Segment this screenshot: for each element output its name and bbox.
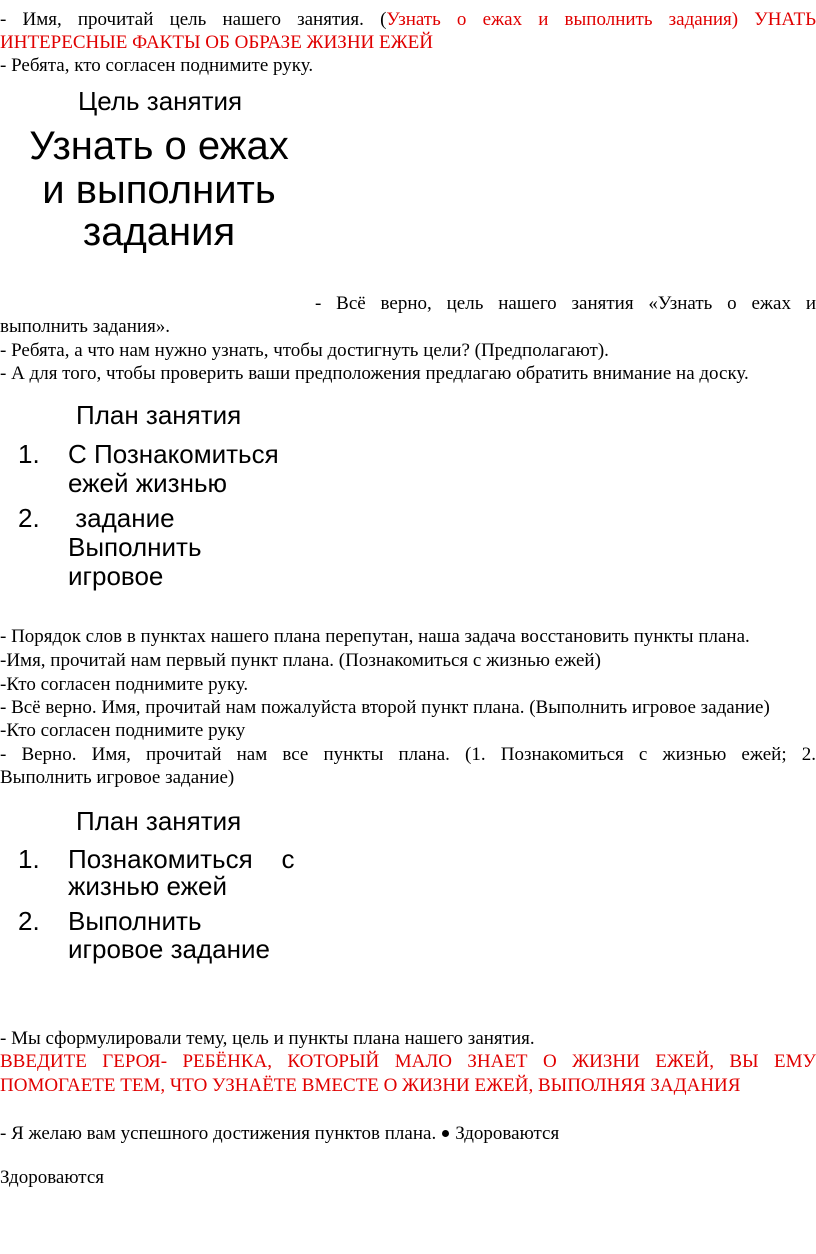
dialogue-line-1: - Порядок слов в пунктах нашего плана перепутан, наша задача восстановить пункты плана. bbox=[0, 626, 750, 647]
item-line: С Познакомиться bbox=[68, 439, 279, 469]
dialogue-line-3: -Кто согласен поднимите руку. bbox=[0, 674, 249, 695]
item-line: игровое bbox=[68, 561, 164, 591]
item-line: Познакомиться с bbox=[68, 844, 295, 874]
closing-red-2: ПОМОГАЕТЕ ТЕМ, ЧТО УЗНАЁТЕ ВМЕСТЕ О ЖИЗНИ ЕЖЕЙ, ВЫПОЛНЯЯ ЗАДАНИЯ bbox=[0, 1075, 741, 1096]
intro-red-text: Узнать о ежах и выполнить задания) УНАТЬ bbox=[386, 9, 816, 30]
goal-line-3: задания bbox=[82, 210, 236, 254]
closing-wish: - Я желаю вам успешного достижения пунктов плана. bbox=[0, 1123, 437, 1144]
intro-line-2: ИНТЕРЕСНЫЕ ФАКТЫ ОБ ОБРАЗЕ ЖИЗНИ ЕЖЕЙ bbox=[0, 32, 433, 53]
closing-line-1: - Мы сформулировали тему, цель и пункты плана нашего занятия. bbox=[0, 1028, 535, 1049]
closing-red-1: ВВЕДИТЕ ГЕРОЯ- РЕБЁНКА, КОТОРЫЙ МАЛО ЗНАЕТ О ЖИЗНИ ЕЖЕЙ, ВЫ ЕМУ bbox=[0, 1051, 816, 1072]
goal-line-1: Узнать о ежах bbox=[29, 124, 289, 168]
item-line: ежей жизнью bbox=[68, 468, 228, 498]
item-number: 1. bbox=[18, 844, 40, 874]
item-line: задание bbox=[68, 503, 175, 533]
item-line: Выполнить bbox=[68, 906, 202, 936]
closing-greet: Здороваются bbox=[0, 1167, 105, 1188]
item-number: 1. bbox=[18, 439, 40, 469]
plan-scrambled-title: План занятия bbox=[76, 400, 242, 430]
intro-dash-text: - Имя, прочитай цель нашего занятия. ( bbox=[0, 9, 387, 30]
item-number: 2. bbox=[18, 503, 40, 533]
intro-line-1 bbox=[0, 8, 816, 32]
dialogue-line-5: -Кто согласен поднимите руку bbox=[0, 720, 246, 741]
goal-text-1: - Всё верно, цель нашего занятия «Узнать о ежах и bbox=[315, 293, 816, 314]
dialogue-line-7: Выполнить игровое задание) bbox=[0, 767, 235, 788]
goal-text-4: - А для того, чтобы проверить ваши предположения предлагаю обратить внимание на доску. bbox=[0, 363, 749, 384]
bullet-icon bbox=[442, 1130, 449, 1137]
item-line: Выполнить bbox=[68, 532, 202, 562]
closing-greet-inline: Здороваются bbox=[455, 1123, 560, 1144]
plan-correct-title: План занятия bbox=[76, 806, 242, 836]
intro-line-3: - Ребята, кто согласен поднимите руку. bbox=[0, 55, 314, 76]
goal-slide-title: Цель занятия bbox=[78, 86, 243, 116]
goal-text-3: - Ребята, а что нам нужно узнать, чтобы достигнуть цели? (Предполагают). bbox=[0, 340, 609, 361]
item-number: 2. bbox=[18, 906, 40, 936]
item-line: игровое задание bbox=[68, 934, 270, 964]
dialogue-line-4: - Всё верно. Имя, прочитай нам пожалуйста второй пункт плана. (Выполнить игровое задание) bbox=[0, 697, 770, 718]
item-line: жизнью ежей bbox=[68, 871, 228, 901]
dialogue-line-2: -Имя, прочитай нам первый пункт плана. (Познакомиться с жизнью ежей) bbox=[0, 650, 601, 671]
goal-line-2: и выполнить bbox=[42, 168, 276, 212]
dialogue-line-6: - Верно. Имя, прочитай нам все пункты плана. (1. Познакомиться с жизнью ежей; 2. bbox=[0, 744, 816, 765]
goal-text-2: выполнить задания». bbox=[0, 316, 171, 337]
closing-wish-line bbox=[0, 1122, 816, 1146]
